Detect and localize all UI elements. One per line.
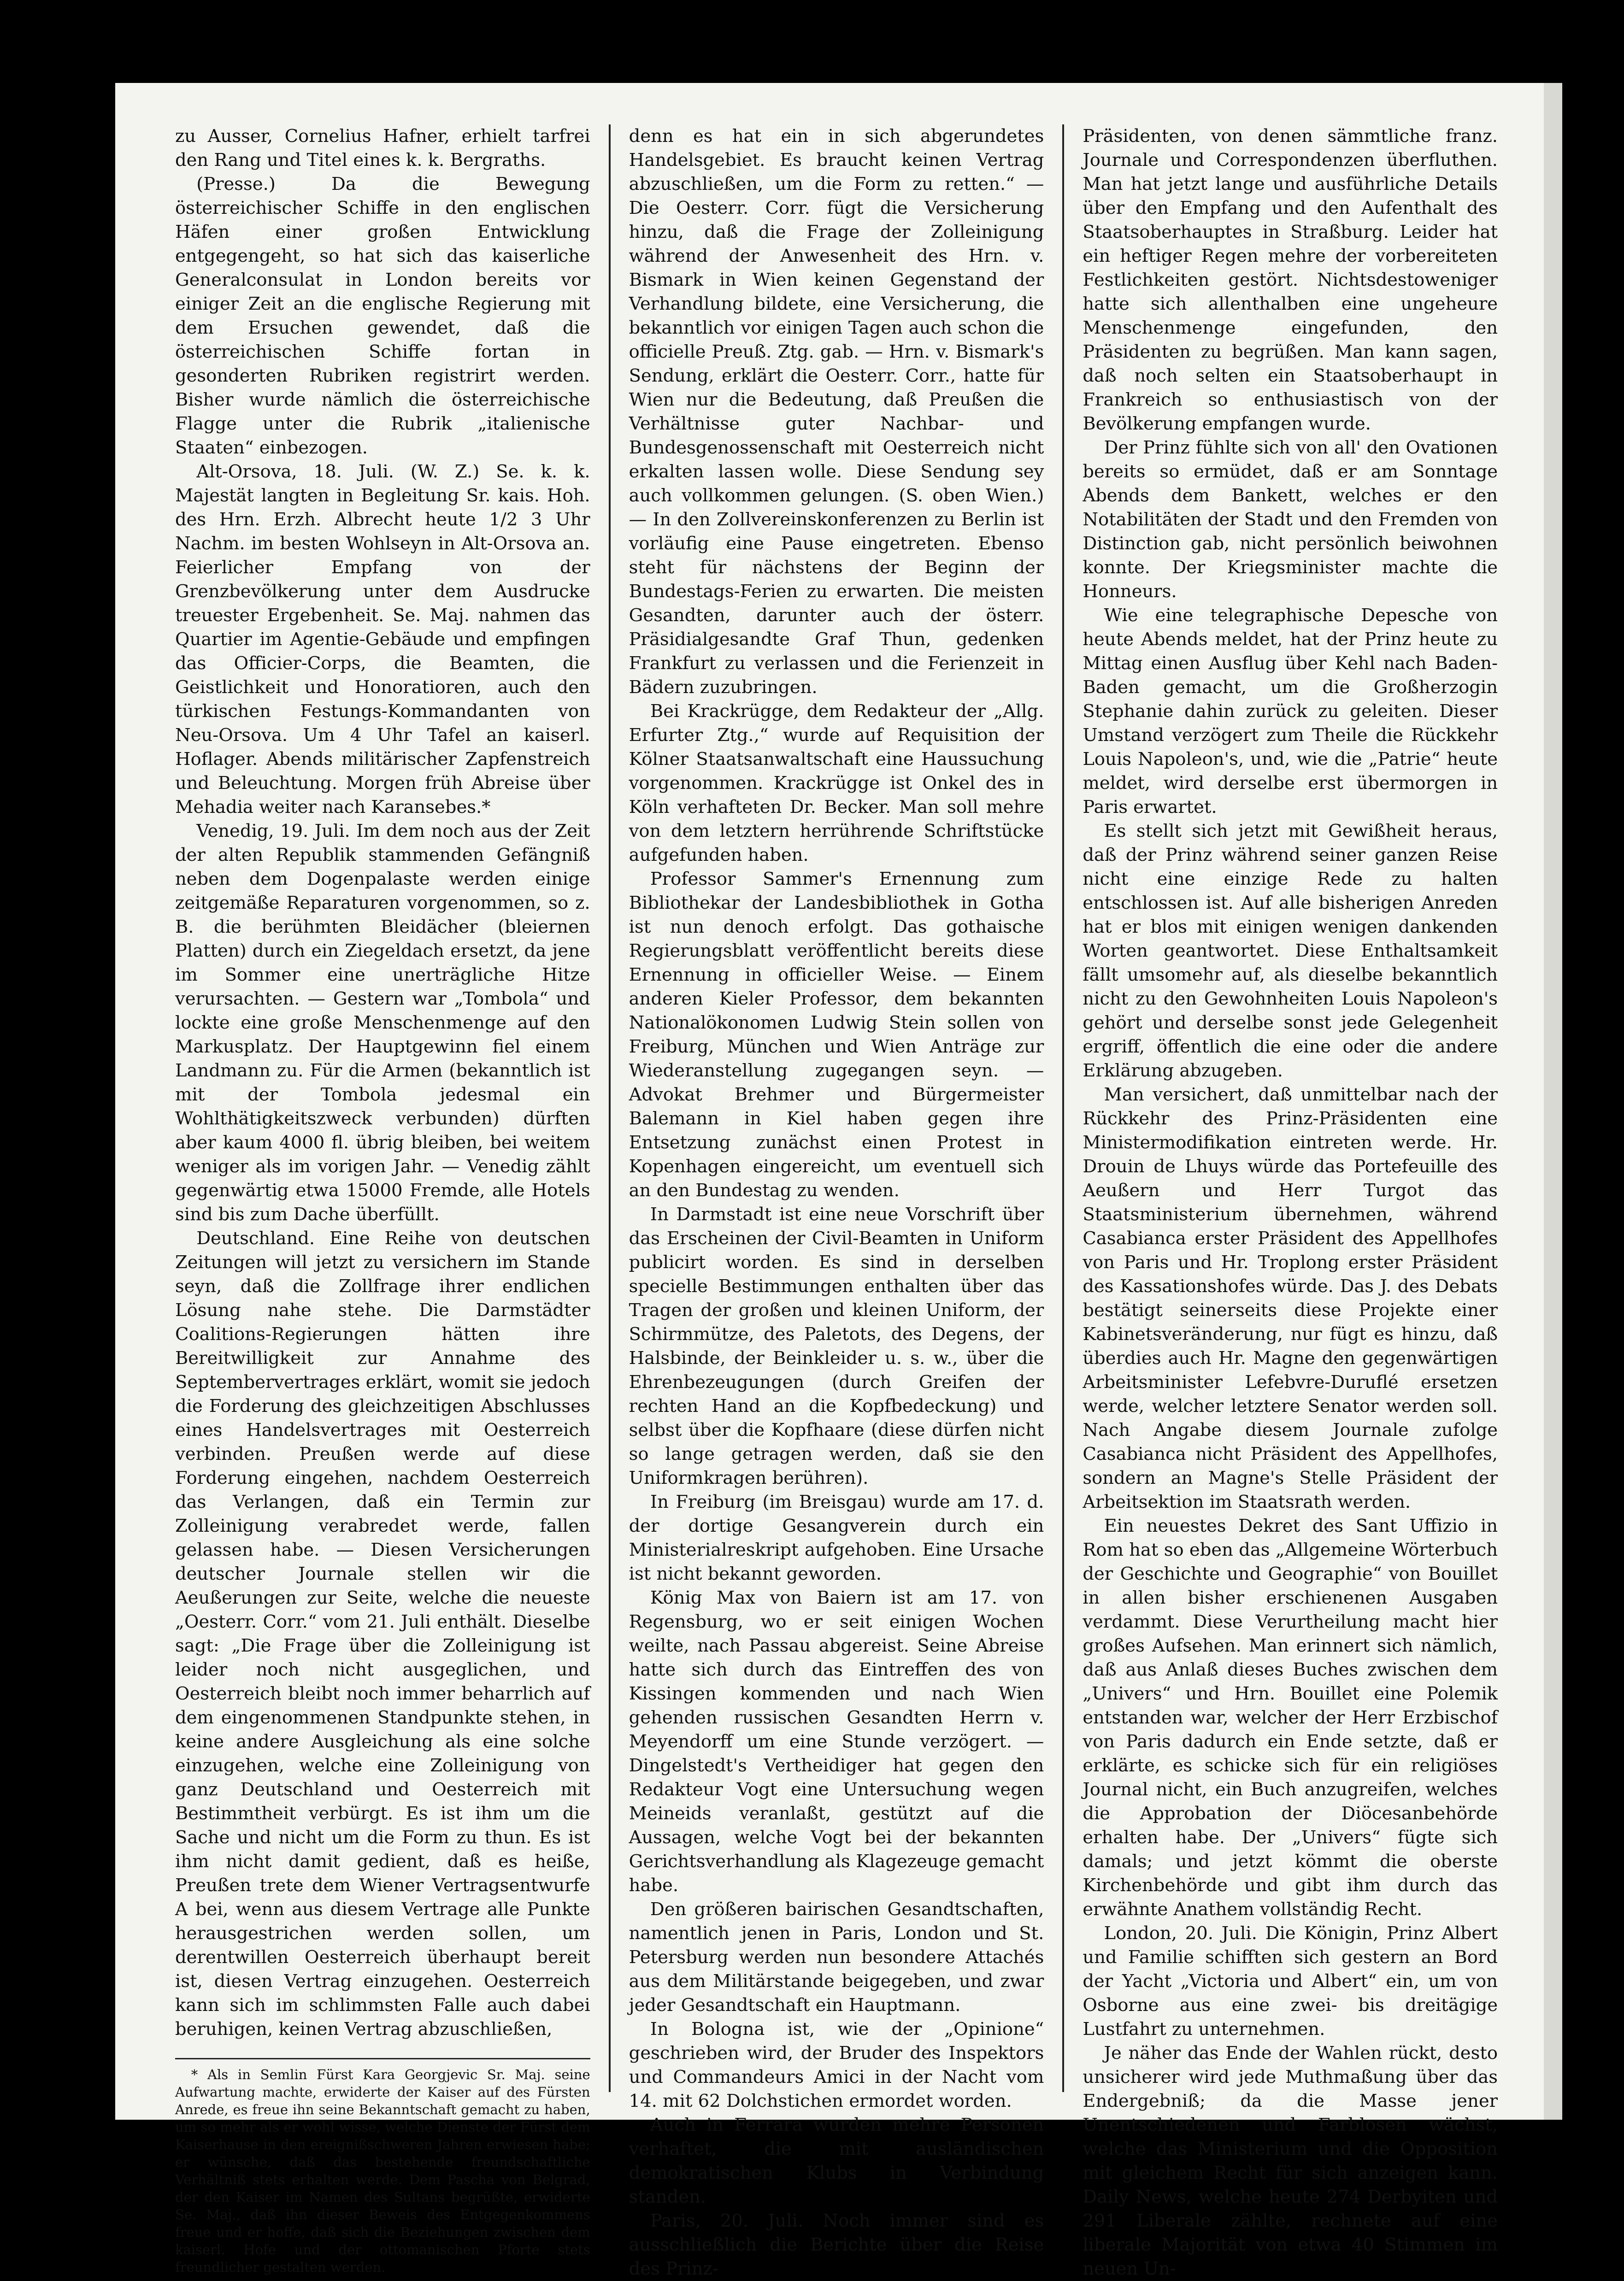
paragraph: Bei Krackrügge, dem Redakteur der „Allg. Erfurter Ztg.,“ wurde auf Requisition der Kölner Staatsanwaltschaft eine Haussuchung vorgenommen. Krackrügge ist Onkel des in Köln verhafteten Dr. Becker. Man soll mehre von dem letztern herrührende Schriftstücke aufgefunden haben. (629, 701, 1044, 865)
column-2 (609, 124, 1063, 2279)
paragraph: Venedig, 19. Juli. Im dem noch aus der Zeit der alten Republik stammenden Gefängniß neben dem Dogenpalaste werden einige zeitgemäße Reparaturen vorgenommen, so z. B. die berühmten Bleidächer (bleiernen Platten) durch ein Ziegeldach ersetzt, da jene im Sommer eine unerträgliche Hitze verursachten. — Gestern war „Tombola“ und lockte eine große Menschenmenge auf den Markusplatz. Der Hauptgewinn fiel einem Landmann zu. Für die Armen (bekanntlich ist mit der Tombola jedesmal ein Wohlthätigkeitszweck verbunden) dürften aber kaum 4000 fl. übrig bleiben, bei weitem weniger als im vorigen Jahr. — Venedig zählt gegenwärtig etwa 15000 Fremde, alle Hotels sind bis zum Dache überfüllt. (175, 821, 590, 1225)
paragraph: Den größeren bairischen Gesandtschaften, namentlich jenen in Paris, London und St. Petersburg werden nun besondere Attachés aus dem Militärstande beigegeben, und zwar jeder Gesandtschaft ein Hauptmann. (629, 1899, 1044, 2016)
paragraph: Ein neuestes Dekret des Sant Uffizio in Rom hat so eben das „Allgemeine Wörterbuch der Geschichte und Geographie“ von Bouillet in allen bisher erschienenen Ausgaben verdammt. Diese Verurtheilung macht hier großes Aufsehen. Man erinnert sich nämlich, daß aus Anlaß dieses Buches zwischen dem „Univers“ und Hrn. Bouillet eine Polemik entstanden war, welcher der Herr Erzbischof von Paris dadurch ein Ende setzte, daß er erklärte, es schicke sich für ein religiöses Journal nicht, ein Buch anzugreifen, welches die Approbation der Diöcesanbehörde erhalten habe. Der „Univers“ fügte sich damals; und jetzt kömmt die oberste Kirchenbehörde und gibt ihm durch das erwähnte Anathem vollständig Recht. (1083, 1516, 1498, 1920)
columns (157, 124, 1516, 2279)
paragraph: Auch in Ferrara wurden mehre Personen verhaftet, die mit ausländischen demokratischen Klubs in Verbindung standen. (629, 2115, 1044, 2207)
paragraph: Man versichert, daß unmittelbar nach der Rückkehr des Prinz-Präsidenten eine Ministermodifikation eintreten werde. Hr. Drouin de Lhuys würde das Portefeuille des Aeußern und Herr Turgot das Staatsministerium übernehmen, während Casabianca erster Präsident des Appellhofes von Paris und Hr. Troplong erster Präsident des Kassationshofes würde. Das J. des Debats bestätigt seinerseits diese Projekte einer Kabinetsveränderung, nur fügt es hinzu, daß überdies auch Hr. Magne den gegenwärtigen Arbeitsminister Lefebvre-Duruflé ersetzen werde, welcher letztere Senator werden soll. Nach Angabe diesem Journale zufolge Casabianca nicht Präsident des Appellhofes, sondern an Magne's Stelle Präsident der Arbeitsektion im Staatsrath werden. (1083, 1084, 1498, 1512)
paragraph: Paris, 20. Juli. Noch immer sind es ausschließlich die Berichte über die Reise des Prinz- (629, 2210, 1044, 2279)
paragraph: (Presse.) Da die Bewegung österreichischer Schiffe in den englischen Häfen einer großen Entwicklung entgegengeht, so hat sich das kaiserliche Generalconsulat in London bereits vor einiger Zeit an die englische Regierung mit dem Ersuchen gewendet, daß die österreichischen Schiffe fortan in gesonderten Rubriken registrirt werden. Bisher wurde nämlich die österreichische Flagge unter die Rubrik „italienische Staaten“ einbezogen. (175, 174, 590, 458)
paragraph: zu Ausser, Cornelius Hafner, erhielt tarfrei den Rang und Titel eines k. k. Bergraths. (175, 126, 590, 170)
paragraph: Wie eine telegraphische Depesche von heute Abends meldet, hat der Prinz heute zu Mittag einen Ausflug über Kehl nach Baden-Baden gemacht, um die Großherzogin Stephanie dahin zurück zu geleiten. Dieser Umstand verzögert zum Theile die Rückkehr Louis Napoleon's, und, wie die „Patrie“ heute meldet, wird derselbe erst übermorgen in Paris erwartet. (1083, 605, 1498, 817)
paragraph: In Freiburg (im Breisgau) wurde am 17. d. der dortige Gesangverein durch ein Ministerialreskript aufgehoben. Eine Ursache ist nicht bekannt geworden. (629, 1492, 1044, 1584)
paragraph: In Bologna ist, wie der „Opinione“ geschrieben wird, der Bruder des Inspektors und Commandeurs Amici in der Nacht vom 14. mit 62 Dolchstichen ermordet worden. (629, 2019, 1044, 2111)
footnote-text: * Als in Semlin Fürst Kara Georgjevic Sr. Maj. seine Aufwartung machte, erwiderte der Kaiser auf des Fürsten Anrede, es freue ihn seine Bekanntschaft gemacht zu haben, um so mehr als er wohl wisse, welche Dienste der Fürst dem Kaiserhause in den ereignißschweren Jahren erwiesen habe; er wünsche, daß das bestehende freundschaftliche Verhältniß stets erhalten werde. Dem Pascha von Belgrad, der den Kaiser im Namen des Sultans begrüßte, erwiderte Se. Maj., daß ihn dieser Beweis des Entgegenkommens freue und er hoffe, daß sich die Beziehungen zwischen dem kaiserl. Hofe und der ottomanischen Pforte stets freundlicher gestalten werden. (175, 2067, 590, 2275)
paragraph: denn es hat ein in sich abgerundetes Handelsgebiet. Es braucht keinen Vertrag abzuschließen, um die Form zu retten.“ — Die Oesterr. Corr. fügt die Versicherung hinzu, daß die Frage der Zolleinigung während der Anwesenheit des Hrn. v. Bismark in Wien keinen Gegenstand der Verhandlung bildete, eine Versicherung, die bekanntlich vor einigen Tagen auch schon die officielle Preuß. Ztg. gab. — Hrn. v. Bismark's Sendung, erklärt die Oesterr. Corr., hatte für Wien nur die Bedeutung, daß Preußen die Verhältnisse guter Nachbar- und Bundesgenossenschaft mit Oesterreich nicht erkalten lassen wolle. Diese Sendung sey auch vollkommen gelungen. (S. oben Wien.) — In den Zollvereinskonferenzen zu Berlin ist vorläufig eine Pause eingetreten. Ebenso steht für nächstens der Beginn der Bundestags-Ferien zu erwarten. Die meisten Gesandten, darunter auch der österr. Präsidialgesandte Graf Thun, gedenken Frankfurt zu verlassen und die Ferienzeit in Bädern zuzubringen. (629, 126, 1044, 698)
paragraph: Deutschland. Eine Reihe von deutschen Zeitungen will jetzt zu versichern im Stande seyn, daß die Zollfrage ihrer endlichen Lösung nahe stehe. Die Darmstädter Coalitions-Regierungen hätten ihre Bereitwilligkeit zur Annahme des Septembervertrages erklärt, womit sie jedoch die Forderung des gleichzeitigen Abschlusses eines Handelsvertrages mit Oesterreich verbinden. Preußen werde auf diese Forderung eingehen, nachdem Oesterreich das Verlangen, daß ein Termin zur Zolleinigung verabredet werde, fallen gelassen habe. — Diesen Versicherungen deutscher Journale stellen wir die Aeußerungen zur Seite, welche die neueste „Oesterr. Corr.“ vom 21. Juli enthält. Dieselbe sagt: „Die Frage über die Zolleinigung ist leider noch nicht ausgeglichen, und Oesterreich bleibt noch immer beharrlich auf dem eingenommenen Standpunkte stehen, in keine andere Ausgleichung als eine solche einzugehen, welche eine Zolleinigung von ganz Deutschland und Oesterreich mit Bestimmtheit verbürgt. Es ist ihm um die Sache und nicht um die Form zu thun. Es ist ihm nicht damit gedient, daß es heiße, Preußen trete dem Wiener Vertragsentwurfe A bei, wenn aus diesem Vertrage alle Punkte herausgestrichen werden sollen, um derentwillen Oesterreich überhaupt bereit ist, diesen Vertrag einzugehen. Oesterreich kann sich im schlimmsten Falle auch dabei beruhigen, keinen Vertrag abzuschließen, (175, 1228, 590, 2040)
column-3 (1062, 124, 1516, 2279)
footnote (175, 2058, 590, 2276)
paragraph: Alt-Orsova, 18. Juli. (W. Z.) Se. k. k. Majestät langten in Begleitung Sr. kais. Hoh. des Hrn. Erzh. Albrecht heute 1/2 3 Uhr Nachm. im besten Wohlseyn in Alt-Orsova an. Feierlicher Empfang von der Grenzbevölkerung unter dem Ausdrucke treuester Ergebenheit. Se. Maj. nahmen das Quartier im Agentie-Gebäude und empfingen das Officier-Corps, die Beamten, die Geistlichkeit und Honoratioren, auch den türkischen Festungs-Kommandanten von Neu-Orsova. Um 4 Uhr Tafel an kaiserl. Hoflager. Abends militärischer Zapfenstreich und Beleuchtung. Morgen früh Abreise über Mehadia weiter nach Karansebes.* (175, 461, 590, 817)
paragraph: Der Prinz fühlte sich von all' den Ovationen bereits so ermüdet, daß er am Sonntage Abends dem Bankett, welches er den Notabilitäten der Stadt und den Fremden von Distinction gab, nicht persönlich beiwohnen konnte. Der Kriegsminister machte die Honneurs. (1083, 437, 1498, 602)
newspaper-page (115, 83, 1544, 2279)
paragraph: Je näher das Ende der Wahlen rückt, desto unsicherer wird jede Muthmaßung über das Endergebniß; da die Masse jener Unentschiedenen und Farblosen wächst, welche das Ministerium und die Opposition mit gleichem Recht für sich anzeigen kann. Daily News, welche heute 274 Derbyiten und 291 Liberale zählte, rechnete auf eine liberale Majorität von etwa 40 Stimmen im neuen Un- (1083, 2043, 1498, 2279)
page-edge (1544, 83, 1562, 2120)
paragraph: König Max von Baiern ist am 17. von Regensburg, wo er seit einigen Wochen weilte, nach Passau abgereist. Seine Abreise hatte sich durch das Eintreffen des von Kissingen kommenden und nach Wien gehenden russischen Gesandten Herrn v. Meyendorff um eine Stunde verzögert. — Dingelstedt's Vertheidiger hat gegen den Redakteur Vogt eine Untersuchung wegen Meineids veranlaßt, gestützt auf die Aussagen, welche Vogt bei der bekannten Gerichtsverhandlung als Klagezeuge gemacht habe. (629, 1587, 1044, 1896)
paragraph: London, 20. Juli. Die Königin, Prinz Albert und Familie schifften sich gestern an Bord der Yacht „Victoria und Albert“ ein, um von Osborne aus eine zwei- bis dreitägige Lustfahrt zu unternehmen. (1083, 1923, 1498, 2040)
paragraph: In Darmstadt ist eine neue Vorschrift über das Erscheinen der Civil-Beamten in Uniform publicirt worden. Es sind in derselben specielle Bestimmungen enthalten über das Tragen der großen und kleinen Uniform, der Schirmmütze, des Paletots, des Degens, der Halsbinde, der Beinkleider u. s. w., über die Ehrenbezeugungen (durch Greifen der rechten Hand an die Kopfbedeckung) und selbst über die Kopfhaare (diese dürfen nicht so lange getragen werden, daß sie den Uniformkragen berühren). (629, 1204, 1044, 1488)
column-1 (157, 124, 609, 2275)
paragraph: Es stellt sich jetzt mit Gewißheit heraus, daß der Prinz während seiner ganzen Reise nicht eine einzige Rede zu halten entschlossen ist. Auf alle bisherigen Anreden hat er blos mit einigen wenigen dankenden Worten geantwortet. Diese Enthaltsamkeit fällt umsomehr auf, als dieselbe bekanntlich nicht zu den Gewohnheiten Louis Napoleon's gehört und derselbe sonst jede Gelegenheit ergriff, öffentlich die eine oder die andere Erklärung abzugeben. (1083, 821, 1498, 1081)
paragraph: Präsidenten, von denen sämmtliche franz. Journale und Correspondenzen überfluthen. Man hat jetzt lange und ausführliche Details über den Empfang und den Aufenthalt des Staatsoberhauptes in Straßburg. Leider hat ein heftiger Regen mehre der vorbereiteten Festlichkeiten gestört. Nichtsdestoweniger hatte sich allenthalben eine ungeheure Menschenmenge eingefunden, den Präsidenten zu begrüßen. Man kann sagen, daß noch selten ein Staatsoberhaupt in Frankreich so enthusiastisch von der Bevölkerung empfangen wurde. (1083, 126, 1498, 434)
paragraph: Professor Sammer's Ernennung zum Bibliothekar der Landesbibliothek in Gotha ist nun denoch erfolgt. Das gothaische Regierungsblatt veröffentlicht bereits diese Ernennung in officieller Weise. — Einem anderen Kieler Professor, dem bekannten Nationalökonomen Ludwig Stein sollen von Freiburg, München und Wien Anträge zur Wiederanstellung zugegangen seyn. — Advokat Brehmer und Bürgermeister Balemann in Kiel haben gegen ihre Entsetzung zunächst einen Protest in Kopenhagen eingereicht, um eventuell sich an den Bundestag zu wenden. (629, 869, 1044, 1201)
